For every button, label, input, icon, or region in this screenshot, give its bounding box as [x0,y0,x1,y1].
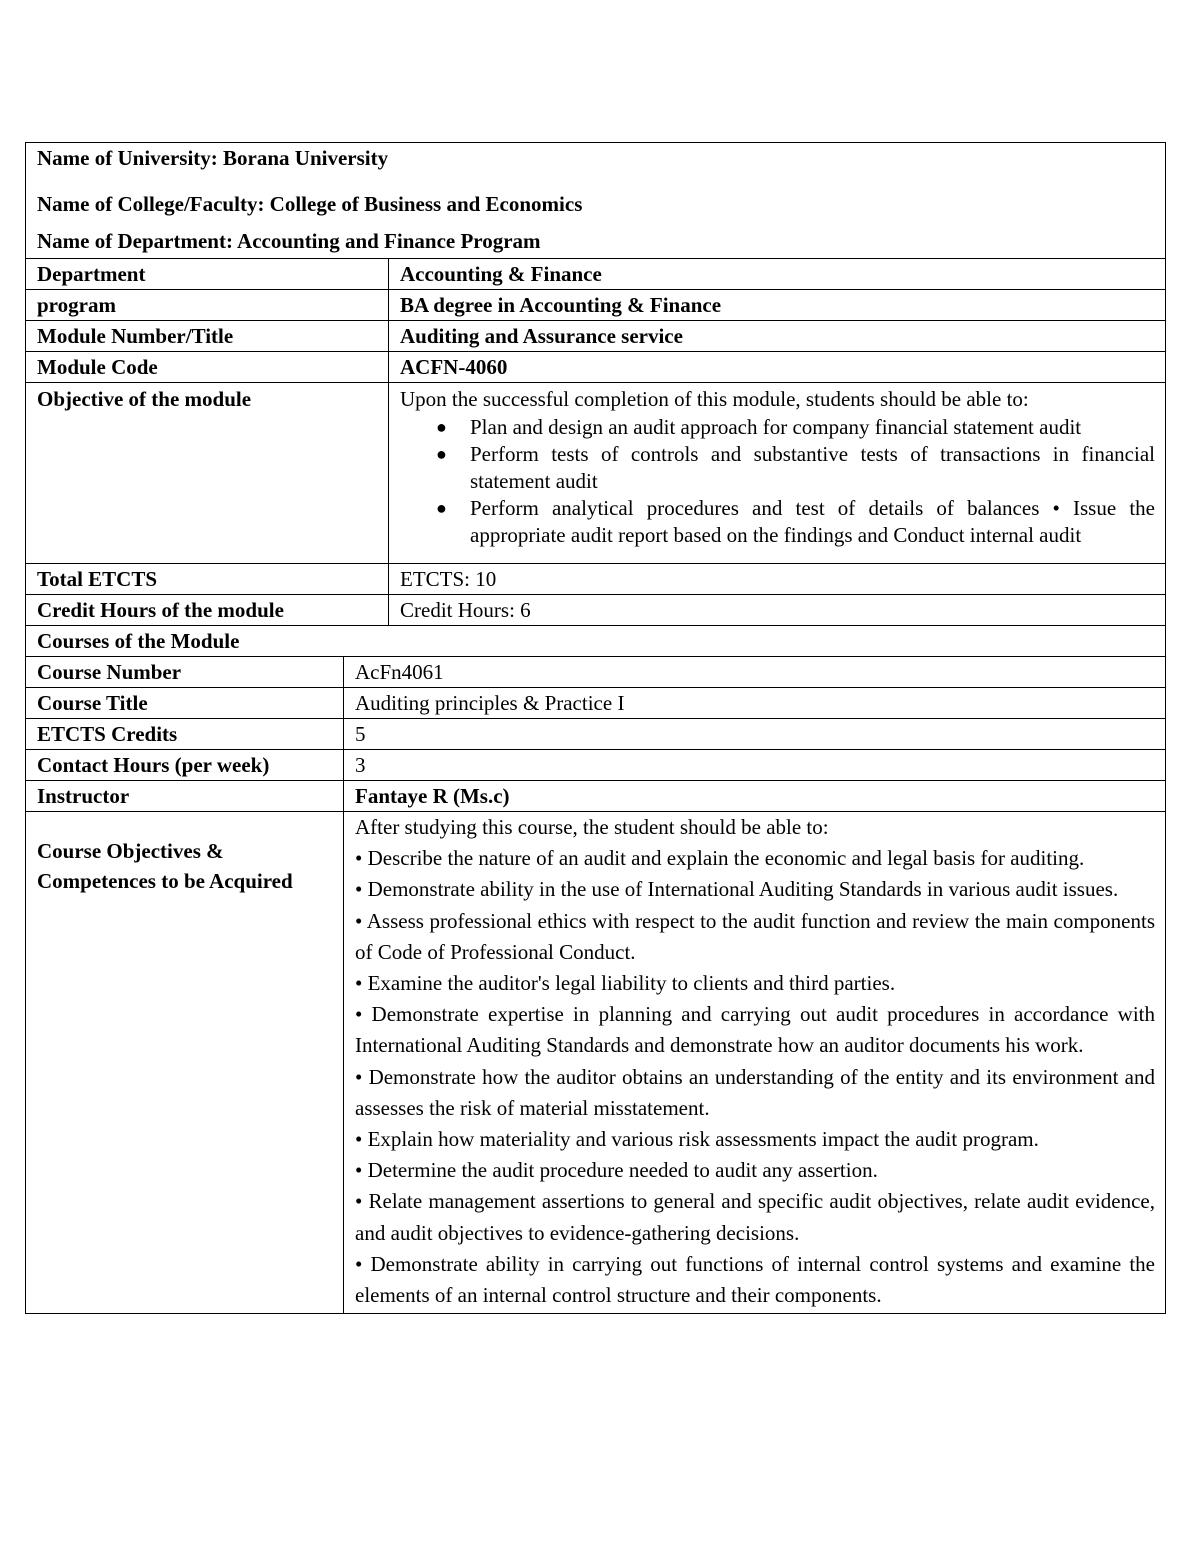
list-item: ● Perform analytical procedures and test of details of balances • Issue the appropriate audit report based on the findings and Conduct internal audit [436,496,1155,547]
list-item: • Examine the auditor's legal liability to clients and third parties. [355,971,896,996]
list-item: • Demonstrate ability in carrying out functions of internal control systems and examine the elements of an internal control structure and their components. [355,1251,1155,1308]
row-label: program [26,290,389,321]
course-objectives-row [26,812,1166,1314]
table-row [26,259,1166,290]
header-row [26,143,1166,259]
bullet-icon: ● [436,444,447,464]
row-value: 3 [344,750,1166,781]
row-value: ACFN-4060 [389,352,1166,383]
table-row [26,595,1166,626]
row-label: Instructor [26,781,344,812]
list-item: • Describe the nature of an audit and explain the economic and legal basis for auditing. [355,846,1085,871]
row-label: Course Title [26,688,344,719]
list-item: • Demonstrate ability in the use of International Auditing Standards in various audit issues. [355,877,1119,902]
module-info-table [25,142,1166,626]
courses-heading: Courses of the Module [26,626,1166,657]
list-item: ● Plan and design an audit approach for company financial statement audit [436,415,1082,439]
list-item: • Assess professional ethics with respect to the audit function and review the main components of Code of Professional Conduct. [355,908,1155,964]
table-row [26,750,1166,781]
table-row [26,321,1166,352]
row-label: ETCTS Credits [26,719,344,750]
objective-row [26,383,1166,564]
row-value: Auditing and Assurance service [389,321,1166,352]
list-item: • Explain how materiality and various risk assessments impact the audit program. [355,1127,1039,1152]
row-label: Module Code [26,352,389,383]
module-document [25,142,1166,1314]
objective-list [400,414,1155,549]
list-item: • Relate management assertions to general and specific audit objectives, relate audit evidence, and audit objectives to evidence-gathering decisions. [355,1189,1155,1245]
row-value: ETCTS: 10 [389,564,1166,595]
row-value: Auditing principles & Practice I [344,688,1166,719]
table-row [26,719,1166,750]
courses-heading-row [26,626,1166,657]
college-name: Name of College/Faculty: College of Business and Economics [37,192,583,216]
row-value: BA degree in Accounting & Finance [389,290,1166,321]
course-objectives-intro: After studying this course, the student should be able to: [355,815,829,839]
department-name: Name of Department: Accounting and Finance Program [37,229,541,253]
table-row [26,352,1166,383]
list-item: • Determine the audit procedure needed to audit any assertion. [355,1158,878,1183]
row-label: Module Number/Title [26,321,389,352]
row-value: Accounting & Finance [389,259,1166,290]
row-value: Credit Hours: 6 [389,595,1166,626]
row-label: Total ETCTS [26,564,389,595]
course-objectives-label: Course Objectives & Competences to be Acquired [26,812,344,1314]
row-value: Fantaye R (Ms.c) [344,781,1166,812]
row-label: Contact Hours (per week) [26,750,344,781]
university-name: Name of University: Borana University [37,146,389,170]
list-item: ● Perform tests of controls and substantive tests of transactions in financial statement audit [436,442,1155,493]
table-row [26,781,1166,812]
table-row [26,290,1166,321]
table-row [26,564,1166,595]
row-label: Credit Hours of the module [26,595,389,626]
row-value: AcFn4061 [344,657,1166,688]
bullet-icon: ● [436,498,447,518]
row-value: 5 [344,719,1166,750]
table-row [26,657,1166,688]
list-item: • Demonstrate how the auditor obtains an understanding of the entity and its environment and assesses the risk of material misstatement. [355,1064,1155,1120]
objective-intro: Upon the successful completion of this module, students should be able to: [400,387,1029,411]
table-row [26,688,1166,719]
bullet-icon: ● [436,417,447,437]
objective-label: Objective of the module [26,383,389,564]
course-table [25,625,1166,1314]
row-label: Department [26,259,389,290]
row-label: Course Number [26,657,344,688]
list-item: • Demonstrate expertise in planning and carrying out audit procedures in accordance with International Auditing Standards and demonstrate how an auditor documents his work. [355,1002,1155,1058]
